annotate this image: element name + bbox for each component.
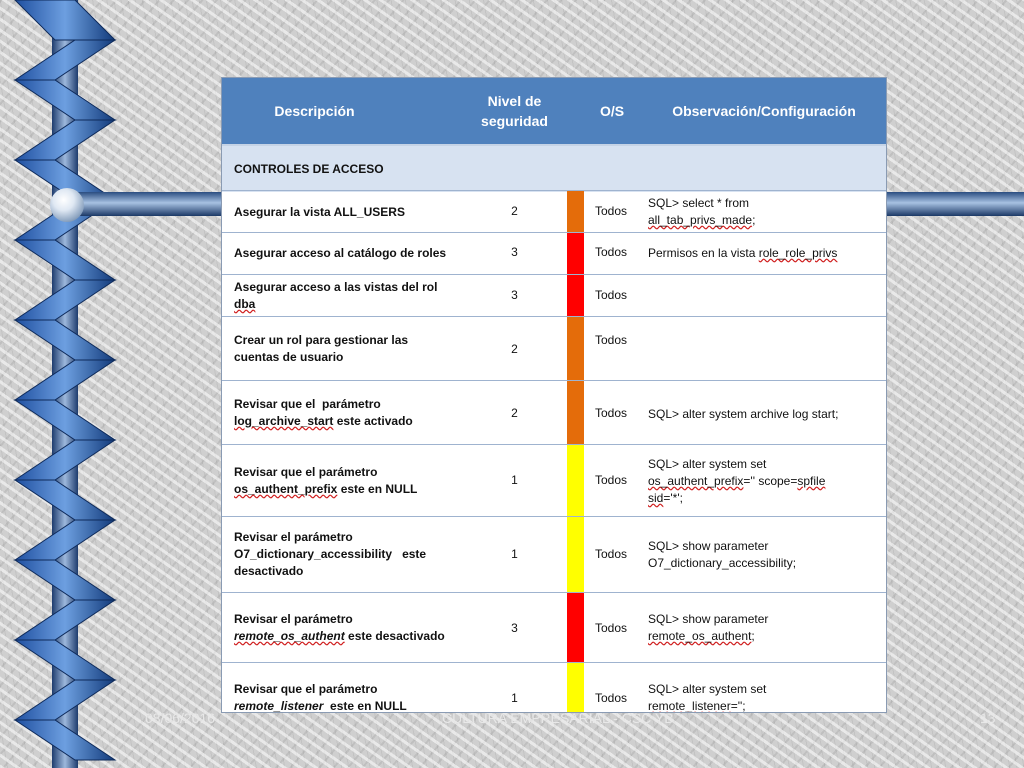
row-level: 2: [511, 342, 518, 356]
row-os: Todos: [595, 473, 628, 487]
row-observation: SQL> show parameter remote_os_authent;: [648, 612, 769, 643]
table-row: [222, 444, 886, 517]
level-color-swatch: [567, 191, 584, 233]
footer-title: CULTURA EMPRESARIAL - CSC YB: [442, 710, 674, 726]
table-row: [222, 380, 886, 445]
footer-page-number: 13: [980, 710, 996, 726]
level-color-swatch: [567, 233, 584, 275]
row-level: 2: [511, 204, 518, 218]
sphere-decoration: [50, 188, 84, 222]
spiral-decoration: [0, 0, 140, 768]
row-observation: SQL> alter system set remote_listener='';: [648, 682, 767, 712]
row-os: Todos: [595, 547, 628, 561]
row-description: Crear un rol para gestionar las cuentas de usuario: [234, 333, 409, 364]
row-os: Todos: [595, 333, 628, 347]
row-os: Todos: [595, 288, 628, 302]
row-os: Todos: [595, 204, 628, 218]
row-description: Asegurar acceso a las vistas del rol dba: [234, 280, 438, 311]
row-description: Asegurar la vista ALL_USERS: [234, 205, 405, 219]
row-os: Todos: [595, 245, 628, 259]
row-description: Revisar que el parámetro remote_listener este en NULL: [234, 682, 407, 712]
section-title: CONTROLES DE ACCESO: [234, 162, 384, 176]
level-color-swatch: [567, 593, 584, 663]
section-row: [222, 144, 886, 192]
level-color-swatch: [567, 317, 584, 381]
level-color-swatch: [567, 445, 584, 517]
row-level: 3: [511, 621, 518, 635]
row-description: Revisar que el parámetro os_authent_prefix este en NULL: [234, 465, 418, 496]
table-header: [222, 78, 886, 144]
row-os: Todos: [595, 691, 628, 705]
header-os: O/S: [599, 103, 625, 119]
row-os: Todos: [595, 621, 628, 635]
level-color-swatch: [567, 517, 584, 593]
row-observation: Permisos en la vista role_role_privs: [648, 246, 838, 260]
row-observation: SQL> alter system archive log start;: [648, 407, 839, 421]
header-nivel: Nivel de seguridad: [481, 93, 548, 129]
header-descripcion: Descripción: [274, 103, 355, 119]
row-level: 1: [511, 547, 518, 561]
row-description: Revisar el parámetro remote_os_authent este desactivado: [234, 612, 445, 643]
table-row: [222, 516, 886, 593]
row-description: Asegurar acceso al catálogo de roles: [234, 246, 447, 260]
row-observation: SQL> select * from all_tab_privs_made;: [648, 196, 756, 227]
table-row: [222, 232, 886, 275]
level-color-swatch: [567, 663, 584, 712]
row-level: 1: [511, 691, 518, 705]
header-observacion: Observación/Configuración: [672, 103, 856, 119]
row-level: 3: [511, 288, 518, 302]
table-row: [222, 316, 886, 381]
row-observation: SQL> alter system set os_authent_prefix='' scope=spfile sid='*';: [648, 457, 826, 505]
table-row: [222, 274, 886, 317]
footer-date: 08/06/2016: [145, 710, 216, 726]
row-level: 3: [511, 245, 518, 259]
level-color-swatch: [567, 381, 584, 445]
row-observation: SQL> show parameter O7_dictionary_accessibility;: [648, 539, 797, 570]
row-description: Revisar que el parámetro log_archive_start este activado: [234, 397, 413, 428]
row-description: Revisar el parámetro O7_dictionary_accessibility este desactivado: [234, 530, 427, 578]
row-os: Todos: [595, 406, 628, 420]
level-color-swatch: [567, 275, 584, 317]
security-controls-table: [222, 78, 886, 712]
row-level: 2: [511, 406, 518, 420]
table-row: [222, 592, 886, 663]
row-level: 1: [511, 473, 518, 487]
table-row: [222, 190, 886, 233]
table-row: [222, 662, 886, 712]
